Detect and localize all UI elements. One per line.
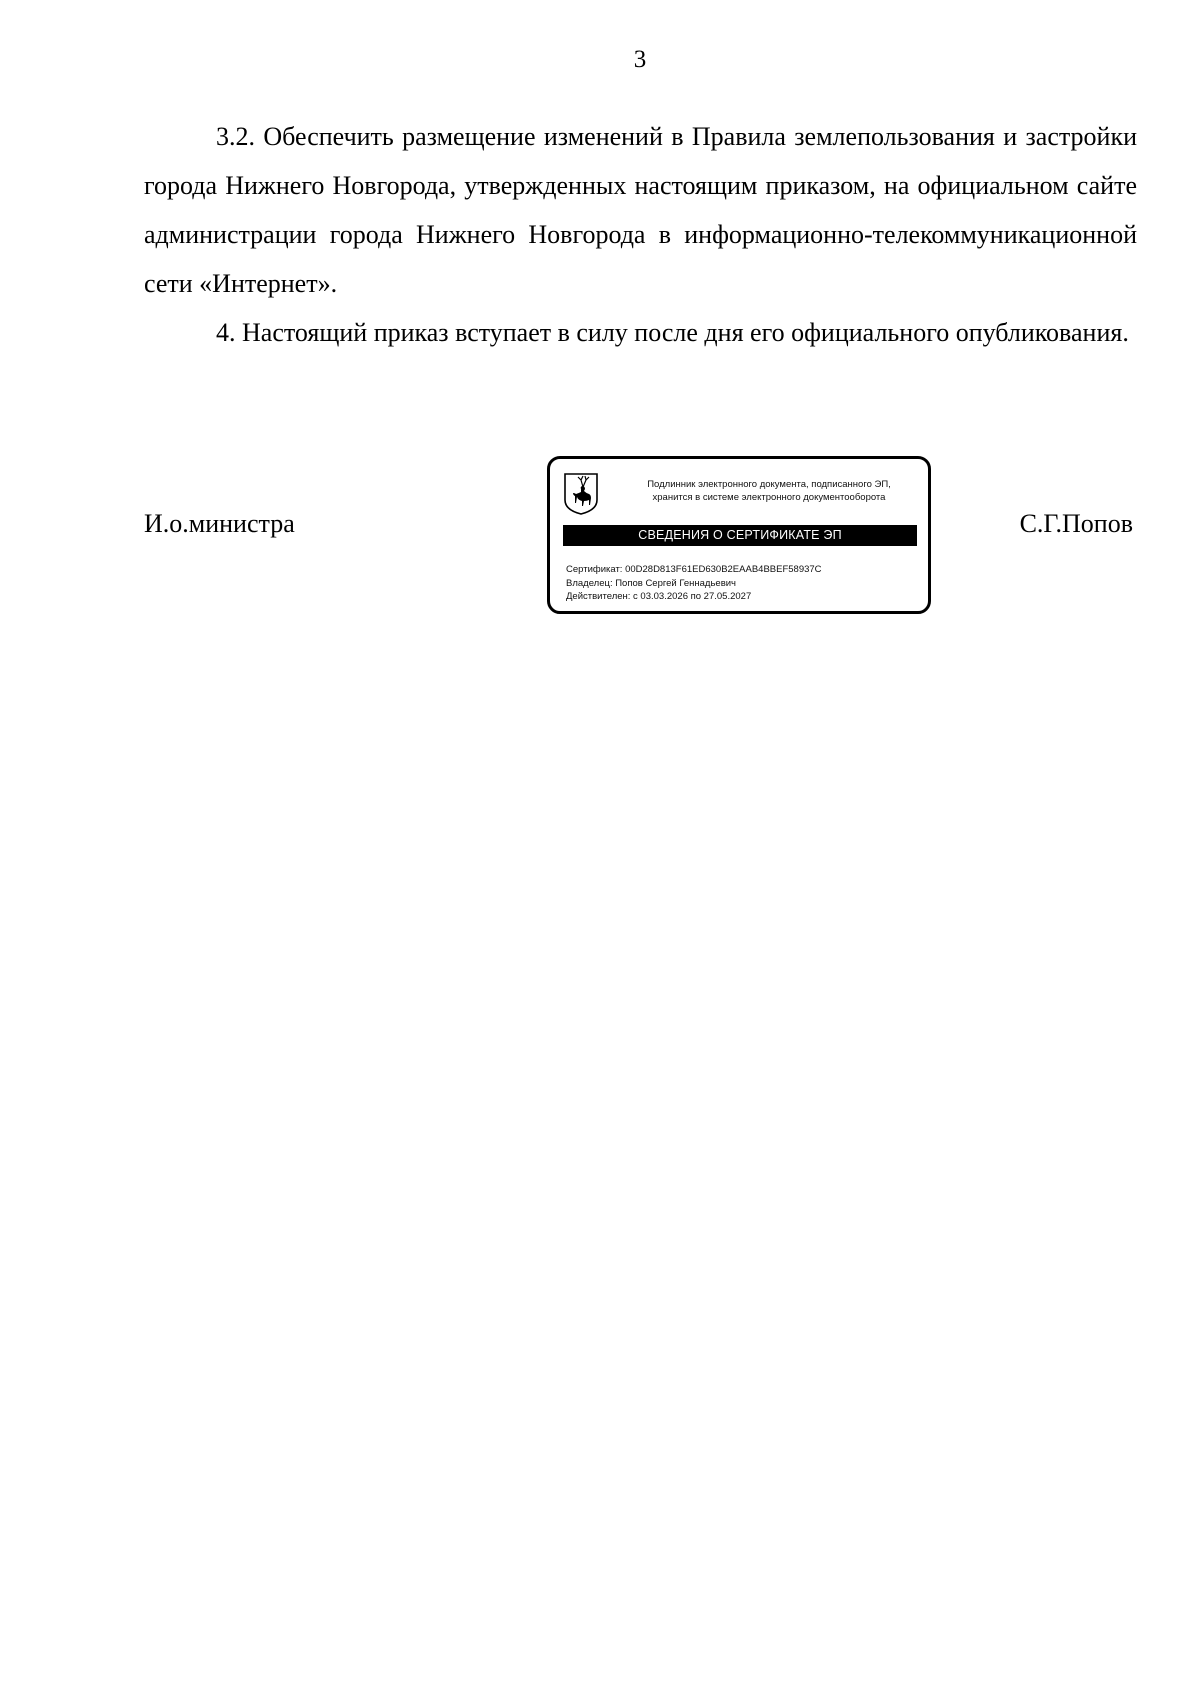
signer-name: С.Г.Попов (1019, 509, 1133, 538)
page-number: 3 (633, 46, 647, 73)
document-body (144, 112, 1137, 357)
stamp-note (608, 478, 930, 504)
certificate-validity: Действителен: с 03.03.2026 по 27.05.2027 (566, 591, 752, 602)
stamp-note-line-1: Подлинник электронного документа, подписанного ЭП, (647, 479, 891, 490)
paragraph-4: 4. Настоящий приказ вступает в силу после дня его официального опубликования. (216, 318, 1129, 347)
certificate-details (566, 563, 926, 604)
electronic-signature-stamp (547, 456, 931, 614)
certificate-number: Сертификат: 00D28D813F61ED630B2EAAB4BBEF58937C (566, 564, 822, 575)
stamp-note-line-2: хранится в системе электронного документооборота (652, 492, 886, 503)
coat-of-arms-icon (563, 472, 599, 516)
stamp-header: СВЕДЕНИЯ О СЕРТИФИКАТЕ ЭП (563, 525, 917, 546)
signer-title: И.о.министра (144, 509, 295, 538)
paragraph-3-2: 3.2. Обеспечить размещение изменений в Правила землепользования и застройки города Нижнего Новгорода, утвержденных настоящим приказом, на официальном сайте администрации города Нижнего Новгорода в информационно-телекоммуникационной сети «Интернет». (144, 122, 1137, 298)
certificate-owner: Владелец: Попов Сергей Геннадьевич (566, 577, 737, 589)
